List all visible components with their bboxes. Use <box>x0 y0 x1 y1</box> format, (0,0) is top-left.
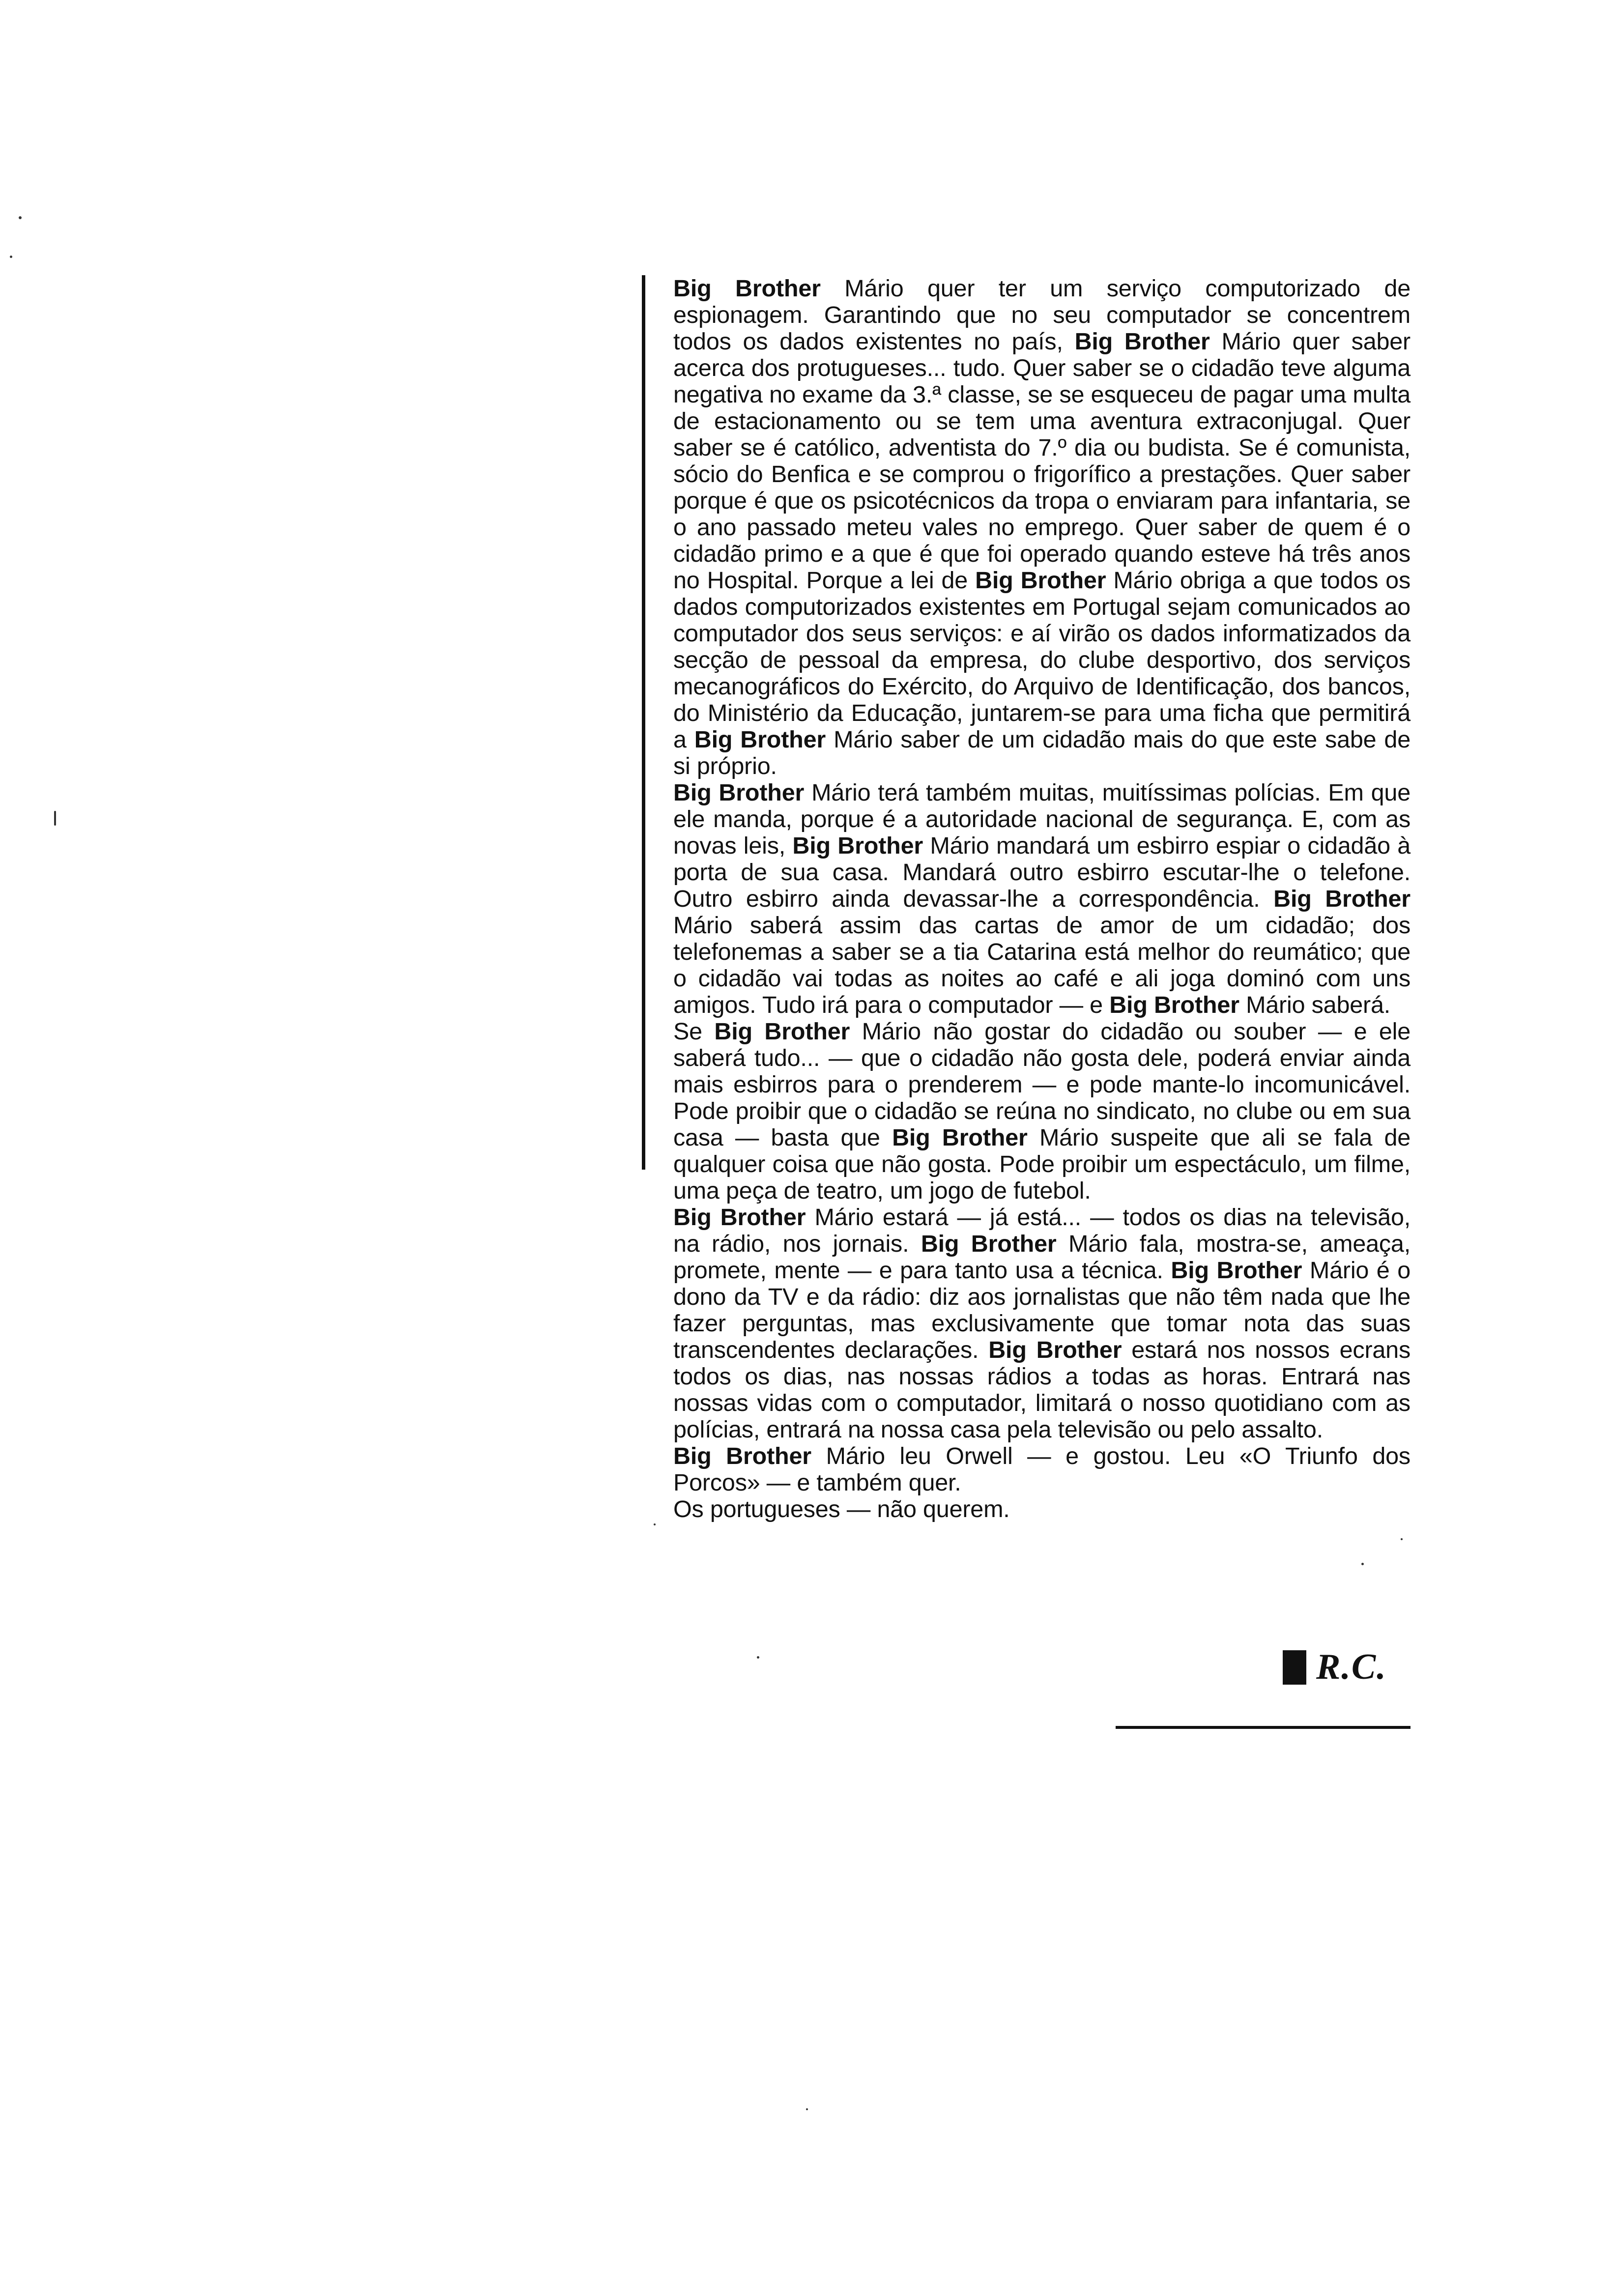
signature-square-mark <box>1283 1650 1306 1685</box>
brand-name-bold: Big Brother <box>1109 992 1239 1018</box>
brand-name-bold: Big Brother <box>673 1204 806 1231</box>
paragraph-text: Os portugueses — não querem. <box>673 1496 1010 1522</box>
scan-speck <box>1401 1538 1403 1540</box>
article-paragraph <box>673 275 1410 779</box>
brand-name-bold: Big Brother <box>1074 328 1210 355</box>
article-paragraph <box>673 1443 1410 1496</box>
paragraph-text: Mário saberá. <box>1239 992 1390 1018</box>
article-paragraph <box>673 1204 1410 1443</box>
signature-initials: R.C. <box>1316 1647 1387 1687</box>
brand-name-bold: Big Brother <box>1273 886 1410 912</box>
author-signature <box>1283 1646 1387 1688</box>
brand-name-bold: Big Brother <box>694 726 826 753</box>
article-paragraph <box>673 779 1410 1018</box>
brand-name-bold: Big Brother <box>988 1337 1122 1363</box>
brand-name-bold: Big Brother <box>714 1018 850 1045</box>
brand-name-bold: Big Brother <box>673 275 821 302</box>
paragraph-text: Mário saberá assim das cartas de amor de um cidadão; dos telefonemas a saber se a tia Catarina está melhor do reumático; que o cidadão vai todas as noites ao café e ali joga dominó com uns amigos. Tudo irá para o computador — e <box>673 912 1410 1018</box>
paragraph-text: Mário quer saber acerca dos protugueses... tudo. Quer saber se o cidadão teve alguma negativa no exame da 3.ª classe, se se esqueceu de pagar uma multa de estacionamento ou se tem uma aventura extraconjugal. Quer saber se é católico, adventista do 7.º dia ou budista. Se é comunista, sócio do Benfica e se comprou o frigorífico a prestações. Quer saber porque é que os psicotécnicos da tropa o enviaram para infantaria, se o ano passado meteu vales no emprego. Quer saber de quem é o cidadão primo e a que é que foi operado quando esteve há três anos no Hospital. Porque a lei de <box>673 328 1410 594</box>
paragraph-text: Mário terá também muitas, muitíssimas polícias. Em que ele manda, porque é a autoridade nacional de segurança. E, com as novas leis, <box>673 779 1410 859</box>
paragraph-text: Mário é o dono da TV e da rádio: diz aos jornalistas que não têm nada que lhe fazer perguntas, mas exclusivamente que tomar nota das suas transcendentes declarações. <box>673 1257 1410 1363</box>
brand-name-bold: Big Brother <box>792 832 923 859</box>
article-paragraph <box>673 1496 1410 1522</box>
brand-name-bold: Big Brother <box>892 1124 1028 1151</box>
paragraph-text: Mário não gostar do cidadão ou souber — e ele saberá tudo... — que o cidadão não gosta dele, poderá enviar ainda mais esbirros para o prenderem — e pode mante-lo incomunicável. Pode proibir que o cidadão se reúna no sindicato, no clube ou em sua casa — basta que <box>673 1018 1410 1151</box>
paragraph-text: estará nos nossos ecrans todos os dias, nas nossas rádios a todas as horas. Entrará nas nossas vidas com o computador, limitará o nosso quotidiano com as polícias, entrará na nossa casa pela televisão ou pelo assalto. <box>673 1337 1410 1443</box>
scan-speck <box>654 1523 656 1525</box>
brand-name-bold: Big Brother <box>673 779 805 806</box>
article-body <box>673 275 1410 1522</box>
column-left-rule <box>642 275 645 1170</box>
article-end-rule <box>1116 1726 1410 1729</box>
article-paragraph <box>673 1018 1410 1204</box>
brand-name-bold: Big Brother <box>975 567 1106 594</box>
scan-speck <box>54 811 56 826</box>
brand-name-bold: Big Brother <box>1171 1257 1302 1284</box>
brand-name-bold: Big Brother <box>921 1231 1057 1257</box>
paragraph-text: Mário quer ter um serviço computorizado de espionagem. Garantindo que no seu computador se concentrem todos os dados existentes no país, <box>673 275 1410 355</box>
scan-speck <box>19 216 22 219</box>
paragraph-text: Mário estará — já está... — todos os dias na televisão, na rádio, nos jornais. <box>673 1204 1410 1257</box>
scan-speck <box>806 2108 808 2110</box>
paragraph-text: Mário fala, mostra-se, ameaça, promete, mente — e para tanto usa a técnica. <box>673 1231 1410 1284</box>
scan-speck <box>757 1656 759 1659</box>
paragraph-text: Mário suspeite que ali se fala de qualquer coisa que não gosta. Pode proibir um espectáculo, um filme, uma peça de teatro, um jogo de futebol. <box>673 1124 1410 1204</box>
paragraph-text: Mário leu Orwell — e gostou. Leu «O Triunfo dos Porcos» — e também quer. <box>673 1443 1410 1496</box>
brand-name-bold: Big Brother <box>673 1443 811 1469</box>
paragraph-text: Mário saber de um cidadão mais do que este sabe de si próprio. <box>673 726 1410 779</box>
paragraph-text: Mário mandará um esbirro espiar o cidadão à porta de sua casa. Mandará outro esbirro escutar-lhe o telefone. Outro esbirro ainda devassar-lhe a correspondência. <box>673 832 1410 912</box>
paragraph-text: Se <box>673 1018 715 1045</box>
scan-speck <box>10 256 12 258</box>
paragraph-text: Mário obriga a que todos os dados computorizados existentes em Portugal sejam comunicados ao computador dos seus serviços: e aí virão os dados informatizados da secção de pessoal da empresa, do clube desportivo, dos serviços mecanográficos do Exército, do Arquivo de Identificação, dos bancos, do Ministério da Educação, juntarem-se para uma ficha que permitirá a <box>673 567 1411 753</box>
scan-speck <box>1361 1563 1364 1565</box>
